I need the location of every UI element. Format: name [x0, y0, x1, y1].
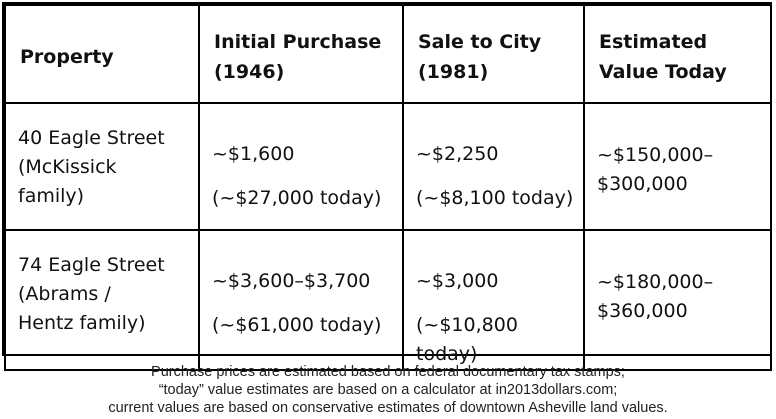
cell-property [5, 103, 199, 230]
header-initial-purchase-line2: (1946) [214, 61, 285, 83]
sale-to-city-value: ~$2,250 [416, 143, 499, 165]
cell-sale-to-city [403, 103, 584, 230]
sale-to-city-today: (~$10,800 today) [416, 314, 518, 365]
footnote-line: “today” value estimates are based on a calculator at in2013dollars.com; [158, 382, 618, 398]
header-estimated-value [584, 5, 771, 103]
cell-initial-purchase [199, 103, 403, 230]
cell-initial-purchase [199, 230, 403, 370]
footnote-line: current values are based on conservative estimates of downtown Asheville land values. [108, 400, 668, 416]
initial-purchase-today: (~$61,000 today) [212, 314, 382, 336]
estimated-value-line: $360,000 [597, 300, 688, 322]
cell-estimated-value [584, 230, 771, 370]
header-estimated-value-line1: Estimated [599, 31, 708, 53]
property-line: family) [18, 185, 85, 207]
cell-estimated-value [584, 103, 771, 230]
property-line: (McKissick [18, 156, 117, 178]
header-sale-to-city-line1: Sale to City [418, 31, 542, 53]
footnote-line: Purchase prices are estimated based on federal documentary tax stamps; [151, 364, 625, 380]
property-line: (Abrams / [18, 283, 111, 305]
estimated-value-line: $300,000 [597, 173, 688, 195]
property-value-table [2, 2, 772, 365]
initial-purchase-value: ~$1,600 [212, 143, 295, 165]
estimated-value-line: ~$180,000– [597, 271, 714, 293]
initial-purchase-value: ~$3,600–$3,700 [212, 270, 371, 292]
cell-sale-to-city [403, 230, 584, 370]
header-initial-purchase [199, 5, 403, 103]
header-estimated-value-line2: Value Today [599, 61, 727, 83]
header-property [5, 5, 199, 103]
sale-to-city-today: (~$8,100 today) [416, 187, 574, 209]
footnote [0, 363, 776, 417]
property-line: Hentz family) [18, 312, 146, 334]
initial-purchase-today: (~$27,000 today) [212, 187, 382, 209]
header-initial-purchase-line1: Initial Purchase [214, 31, 382, 53]
value-table [4, 4, 772, 371]
table-row [5, 230, 771, 370]
header-property-line: Property [20, 46, 114, 68]
estimated-value-line: ~$150,000– [597, 144, 714, 166]
cell-property [5, 230, 199, 370]
table-row [5, 103, 771, 230]
header-sale-to-city [403, 5, 584, 103]
header-sale-to-city-line2: (1981) [418, 61, 489, 83]
table-header-row [5, 5, 771, 103]
property-line: 74 Eagle Street [18, 254, 165, 276]
sale-to-city-value: ~$3,000 [416, 270, 499, 292]
property-line: 40 Eagle Street [18, 127, 165, 149]
